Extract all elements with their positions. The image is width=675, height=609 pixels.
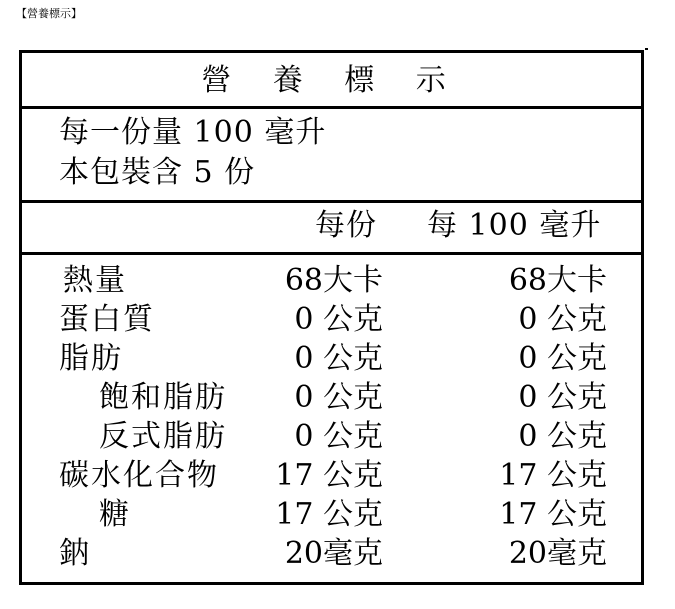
value-per-100ml: 17 公克 [499,458,607,493]
value-per-serving: 68大卡 [284,263,383,298]
nutrient-name: 脂肪 [59,341,123,376]
nutrient-row-carbohydrate [22,456,641,495]
servings-per-package: 本包裝含 5 份 [59,155,256,190]
label-caption: 【營養標示】 [16,7,82,20]
nutrient-row-saturated-fat [22,378,641,417]
value-per-100ml: 20毫克 [508,536,607,571]
nutrient-row-fat [22,339,641,378]
nutrition-facts-panel [19,50,644,585]
panel-title: 營 養 標 示 [201,63,462,98]
nutrient-name: 鈉 [59,536,91,571]
header-divider [22,252,641,255]
value-per-serving: 0 公克 [294,419,383,454]
serving-size: 每一份量 100 毫升 [59,115,327,150]
value-per-serving: 17 公克 [275,458,383,493]
nutrient-name: 蛋白質 [59,302,155,337]
value-per-100ml: 0 公克 [518,302,607,337]
nutrient-row-sugar [22,495,641,534]
column-header-per-100ml: 每 100 毫升 [427,208,602,243]
value-per-100ml: 0 公克 [518,419,607,454]
value-per-100ml: 17 公克 [499,497,607,532]
nutrient-row-energy [22,261,641,300]
nutrient-name: 反式脂肪 [99,419,227,454]
nutrient-name: 熱量 [63,263,127,298]
value-per-serving: 20毫克 [284,536,383,571]
corner-mark [645,48,648,50]
column-header-per-serving: 每份 [315,208,377,243]
value-per-serving: 17 公克 [275,497,383,532]
title-divider [22,106,641,109]
value-per-100ml: 0 公克 [518,380,607,415]
nutrient-name: 碳水化合物 [59,458,219,493]
nutrient-row-sodium [22,534,641,573]
nutrient-name: 糖 [99,497,131,532]
value-per-100ml: 68大卡 [508,263,607,298]
value-per-serving: 0 公克 [294,302,383,337]
serving-divider [22,200,641,203]
nutrient-row-protein [22,300,641,339]
value-per-100ml: 0 公克 [518,341,607,376]
value-per-serving: 0 公克 [294,341,383,376]
nutrient-row-trans-fat [22,417,641,456]
nutrient-name: 飽和脂肪 [99,380,227,415]
value-per-serving: 0 公克 [294,380,383,415]
